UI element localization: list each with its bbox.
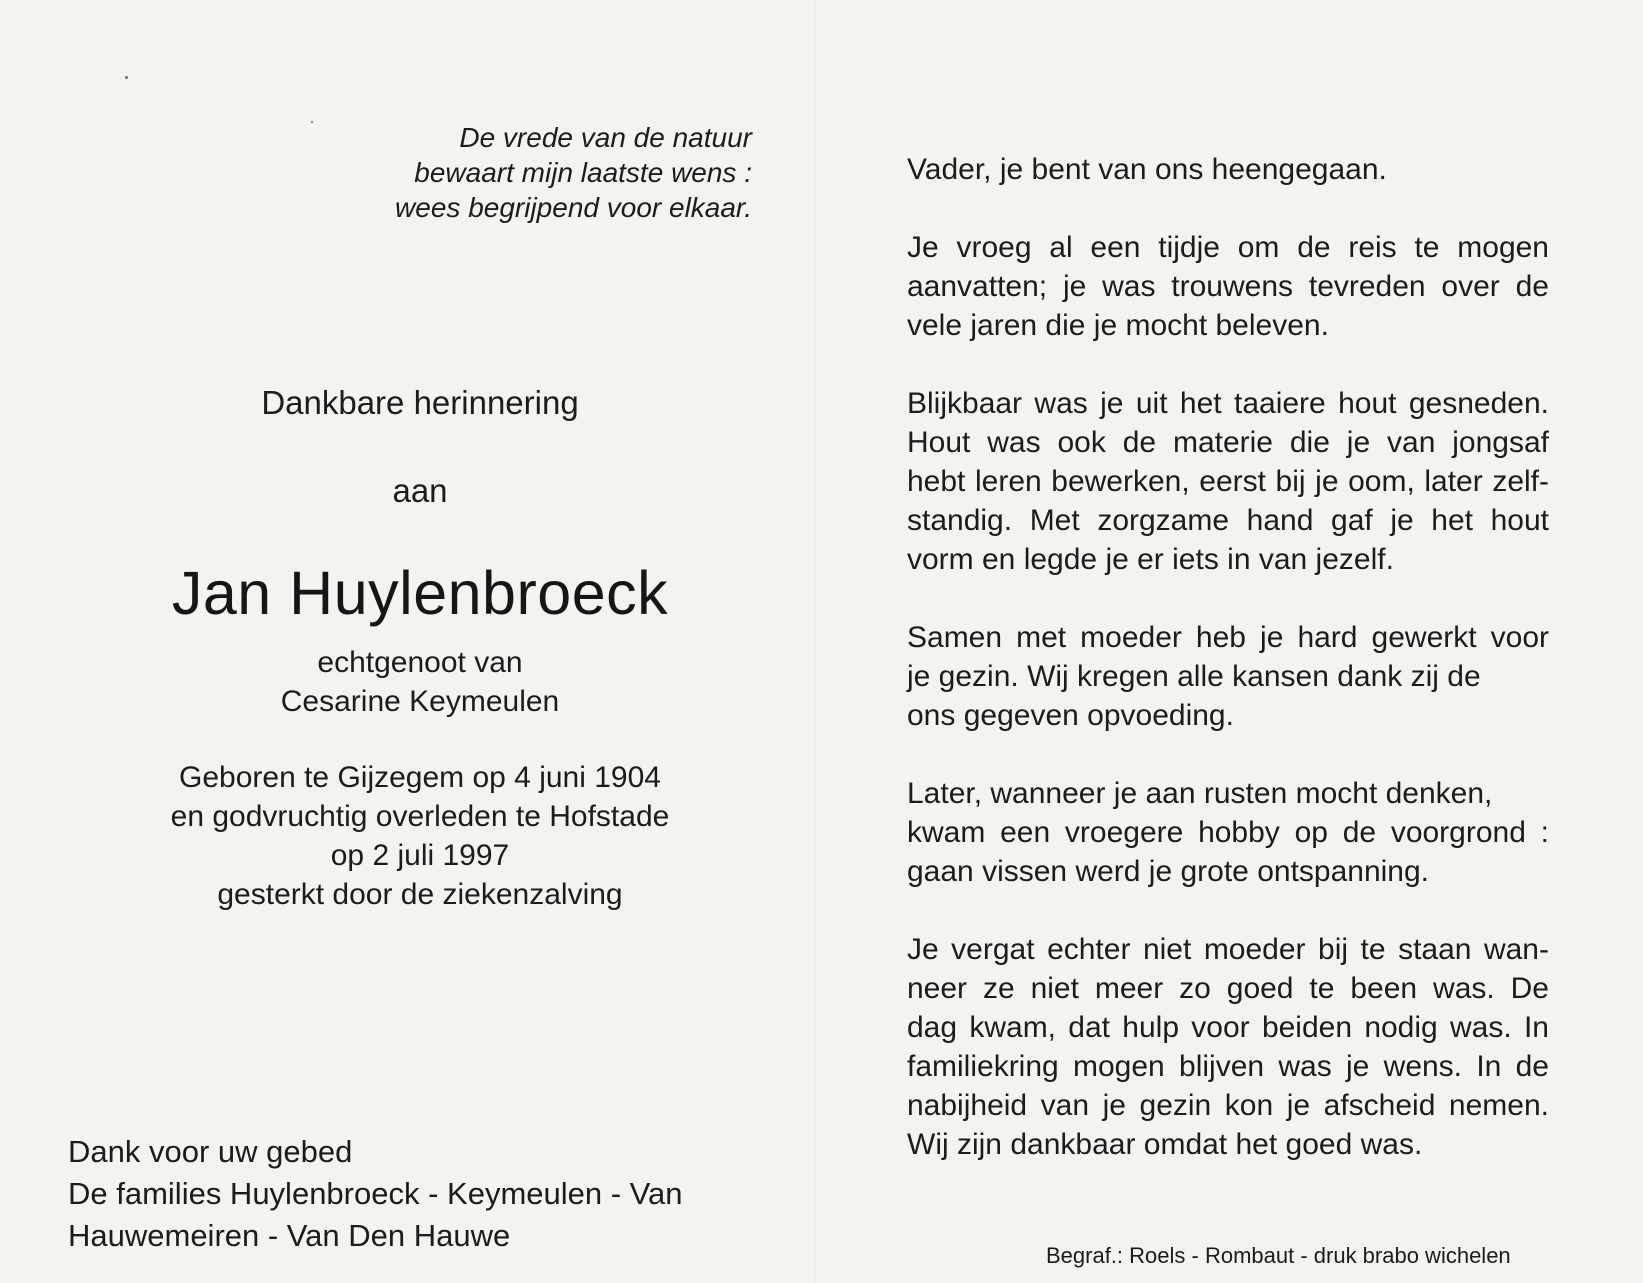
stanza-line: Samen met moeder heb je hard gewerkt voor: [907, 621, 1549, 654]
verse-line: wees begrijpend voor elkaar.: [395, 192, 752, 223]
stanza-line: je gezin. Wij kregen alle kansen dank zij de: [907, 660, 1481, 693]
stanza-line: ons gegeven opvoeding.: [907, 699, 1234, 732]
stanza-line: Blijkbaar was je uit het taaiere hout gesneden.: [907, 387, 1549, 420]
stanza-line: hebt leren bewerken, eerst bij je oom, later zelf-: [907, 465, 1549, 498]
stanza-line: Later, wanneer je aan rusten mocht denken,: [907, 777, 1493, 810]
stanza: [907, 618, 1549, 735]
stanza-line: dag kwam, dat hulp voor beiden nodig was. In: [907, 1011, 1549, 1044]
stanza-line: vele jaren die je mocht beleven.: [907, 309, 1329, 342]
stanza-line: aanvatten; je was trouwens tevreden over de: [907, 270, 1549, 303]
dates-line: gesterkt door de ziekenzalving: [217, 878, 623, 911]
thanks-block: [68, 1131, 768, 1257]
dedication-aan: aan: [392, 472, 448, 509]
relation-label: echtgenoot van: [317, 646, 523, 679]
dates-line: Geboren te Gijzegem op 4 juni 1904: [179, 761, 661, 794]
dedication-heading: Dankbare herinnering: [261, 384, 579, 421]
stanza: [907, 150, 1549, 189]
stanza-line: familiekring mogen blijven was je wens. In de: [907, 1050, 1549, 1083]
speck: [311, 121, 313, 123]
stanza-line: Vader, je bent van ons heengegaan.: [907, 153, 1387, 186]
stanza-line: Hout was ook de materie die je van jongsaf: [907, 426, 1549, 459]
stanza-line: kwam een vroegere hobby op de voorgrond :: [907, 816, 1549, 849]
speck: [125, 76, 128, 79]
thanks-line: Hauwemeiren - Van Den Hauwe: [68, 1218, 511, 1253]
stanza-line: nabijheid van je gezin kon je afscheid nemen.: [907, 1089, 1549, 1122]
stanza-line: vorm en legde je er iets in van jezelf.: [907, 543, 1394, 576]
stanza: [907, 384, 1549, 579]
spouse-block: [100, 643, 740, 721]
tribute-text: [907, 150, 1549, 1203]
printer-credit: Begraf.: Roels - Rombaut - druk brabo wichelen: [1046, 1243, 1511, 1268]
card-fold: [815, 0, 817, 1283]
spouse-name: Cesarine Keymeulen: [280, 685, 560, 718]
stanza-line: Je vroeg al een tijdje om de reis te mogen: [907, 231, 1549, 264]
thanks-line: Dank voor uw gebed: [68, 1134, 353, 1169]
stanza-line: neer ze niet meer zo goed te been was. De: [907, 972, 1549, 1005]
stanza: [907, 774, 1549, 891]
thanks-line: De families Huylenbroeck - Keymeulen - Van: [68, 1176, 683, 1211]
dates-line: en godvruchtig overleden te Hofstade: [170, 800, 670, 833]
stanza-line: Je vergat echter niet moeder bij te staan wan-: [907, 933, 1549, 966]
life-dates: [100, 758, 740, 914]
stanza: [907, 930, 1549, 1164]
verse-line: De vrede van de natuur: [459, 122, 752, 153]
stanza: [907, 228, 1549, 345]
opening-verse: [340, 120, 752, 225]
stanza-line: gaan vissen werd je grote ontspanning.: [907, 855, 1430, 888]
stanza-line: standig. Met zorgzame hand gaf je het hout: [907, 504, 1549, 537]
deceased-name: Jan Huylenbroeck: [171, 559, 669, 627]
verse-line: bewaart mijn laatste wens :: [414, 157, 752, 188]
stanza-line: Wij zijn dankbaar omdat het goed was.: [907, 1128, 1423, 1161]
dates-line: op 2 juli 1997: [330, 839, 510, 872]
